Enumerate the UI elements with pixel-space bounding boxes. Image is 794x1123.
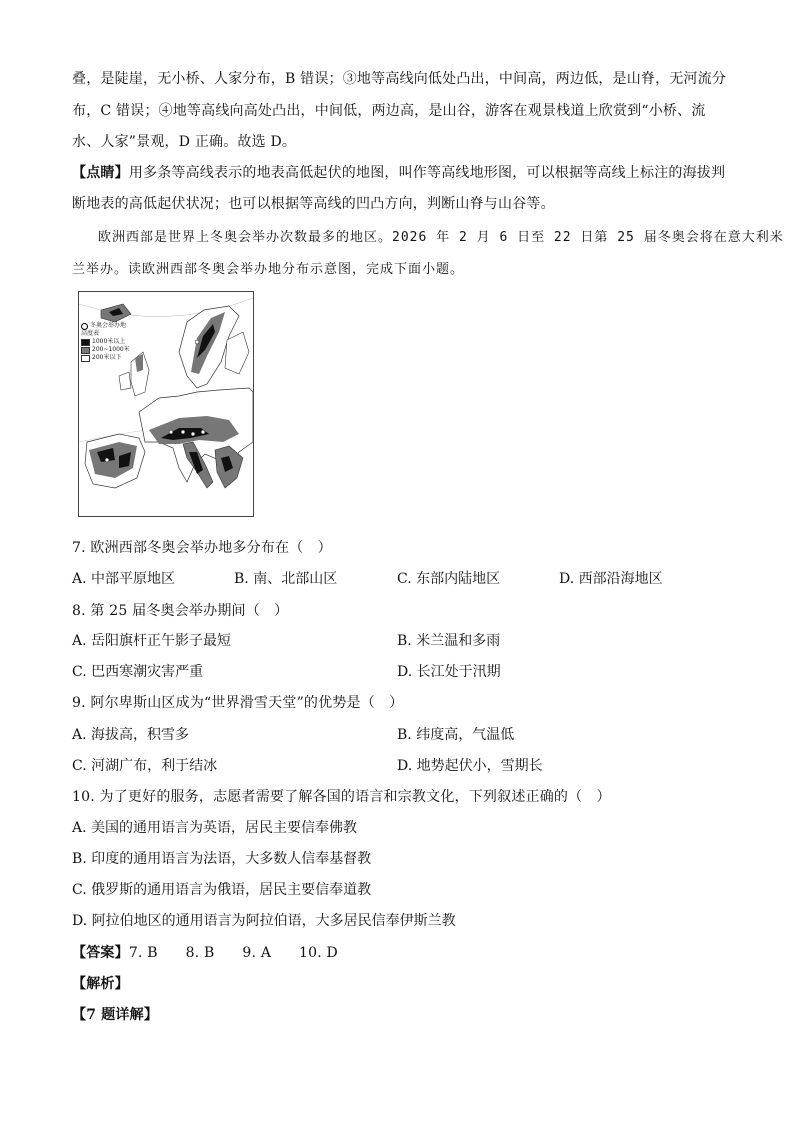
question-10-option-a[interactable]: A. 美国的通用语言为英语，居民主要信奉佛教	[72, 820, 358, 836]
intro-line-2: 兰举办。读欧洲西部冬奥会举办地分布示意图，完成下面小题。	[72, 262, 465, 277]
legend-high-row	[81, 338, 133, 346]
question-8-option-b[interactable]: B. 米兰温和多雨	[397, 633, 501, 649]
question-9-option-d[interactable]: D. 地势起伏小，雪期长	[397, 758, 543, 774]
question-7-option-b[interactable]: B. 南、北部山区	[234, 571, 338, 587]
legend-title: 高度表	[81, 330, 100, 337]
question-9-stem: 9. 阿尔卑斯山区成为“世界滑雪天堂”的优势是（ ）	[72, 695, 404, 711]
question-10-option-c[interactable]: C. 俄罗斯的通用语言为俄语，居民主要信奉道教	[72, 882, 372, 898]
question-7-option-a[interactable]: A. 中部平原地区	[72, 571, 176, 587]
paragraph-line-3: 水、人家”景观，D 正确。故选 D。	[72, 134, 297, 150]
legend-high-swatch	[81, 339, 90, 346]
question-8-option-c[interactable]: C. 巴西寒潮灾害严重	[72, 664, 204, 680]
europe-map-figure	[78, 291, 254, 517]
question-10-stem: 10. 为了更好的服务，志愿者需要了解各国的语言和宗教文化，下列叙述正确的（ ）	[72, 789, 611, 805]
dianjing-line-2: 断地表的高低起伏状况；也可以根据等高线的凹凸方向，判断山脊与山谷等。	[72, 196, 555, 212]
dianjing-tag: 【点睛】	[72, 165, 129, 181]
question-10-option-d[interactable]: D. 阿拉伯地区的通用语言为阿拉伯语，大多居民信奉伊斯兰教	[72, 913, 456, 929]
question-9-option-b[interactable]: B. 纬度高，气温低	[397, 727, 515, 743]
intro-line-1: 欧洲西部是世界上冬奥会举办次数最多的地区。2026 年 2 月 6 日至 22 日第 25 届冬奥会将在意大利米	[98, 230, 784, 245]
answer-line	[72, 942, 338, 962]
dianjing-text-1: 用多条等高线表示的地表高低起伏的地图，叫作等高线地形图，可以根据等高线上标注的海拔判	[128, 165, 726, 181]
question-8-stem: 8. 第 25 届冬奥会举办期间（ ）	[72, 603, 289, 619]
question-10-option-b[interactable]: B. 印度的通用语言为法语，大多数人信奉基督教	[72, 851, 372, 867]
question-7-option-c[interactable]: C. 东部内陆地区	[397, 571, 501, 587]
legend-site-row	[81, 322, 133, 330]
paragraph-line-2: 布，C 错误；④地等高线向高处凸出，中间低，两边高，是山谷，游客在观景栈道上欣赏到“小桥、流	[72, 103, 706, 119]
question-9-option-c[interactable]: C. 河湖广布，利于结冰	[72, 758, 218, 774]
legend-high-label: 1000米以上	[92, 338, 126, 345]
dianjing-line-1	[72, 162, 725, 182]
question-7-stem: 7. 欧洲西部冬奥会举办地多分布在（ ）	[72, 540, 332, 556]
analysis-tag: 【解析】	[72, 976, 129, 992]
legend-mid-swatch	[81, 347, 90, 354]
answer-tag: 【答案】	[72, 945, 129, 961]
host-site-icon	[81, 323, 88, 330]
map-legend	[81, 322, 133, 362]
legend-mid-label: 200~1000米	[92, 346, 130, 353]
legend-site-label: 冬奥会举办地	[90, 322, 127, 329]
legend-low-row	[81, 354, 133, 362]
question-8-option-a[interactable]: A. 岳阳旗杆正午影子最短	[72, 633, 232, 649]
answer-text: 7. B 8. B 9. A 10. D	[128, 945, 338, 961]
question-8-option-d[interactable]: D. 长江处于汛期	[397, 664, 501, 680]
question-9-option-a[interactable]: A. 海拔高，积雪多	[72, 727, 190, 743]
paragraph-line-1: 叠，是陡崖，无小桥、人家分布，B 错误；③地等高线向低处凸出，中间高，两边低，是山脊，无河流分	[72, 71, 727, 87]
legend-low-swatch	[81, 355, 90, 362]
legend-low-label: 200米以下	[92, 354, 122, 361]
question-7-option-d[interactable]: D. 西部沿海地区	[559, 571, 663, 587]
detail-tag: 【7 题详解】	[72, 1007, 159, 1023]
legend-mid-row	[81, 346, 133, 354]
